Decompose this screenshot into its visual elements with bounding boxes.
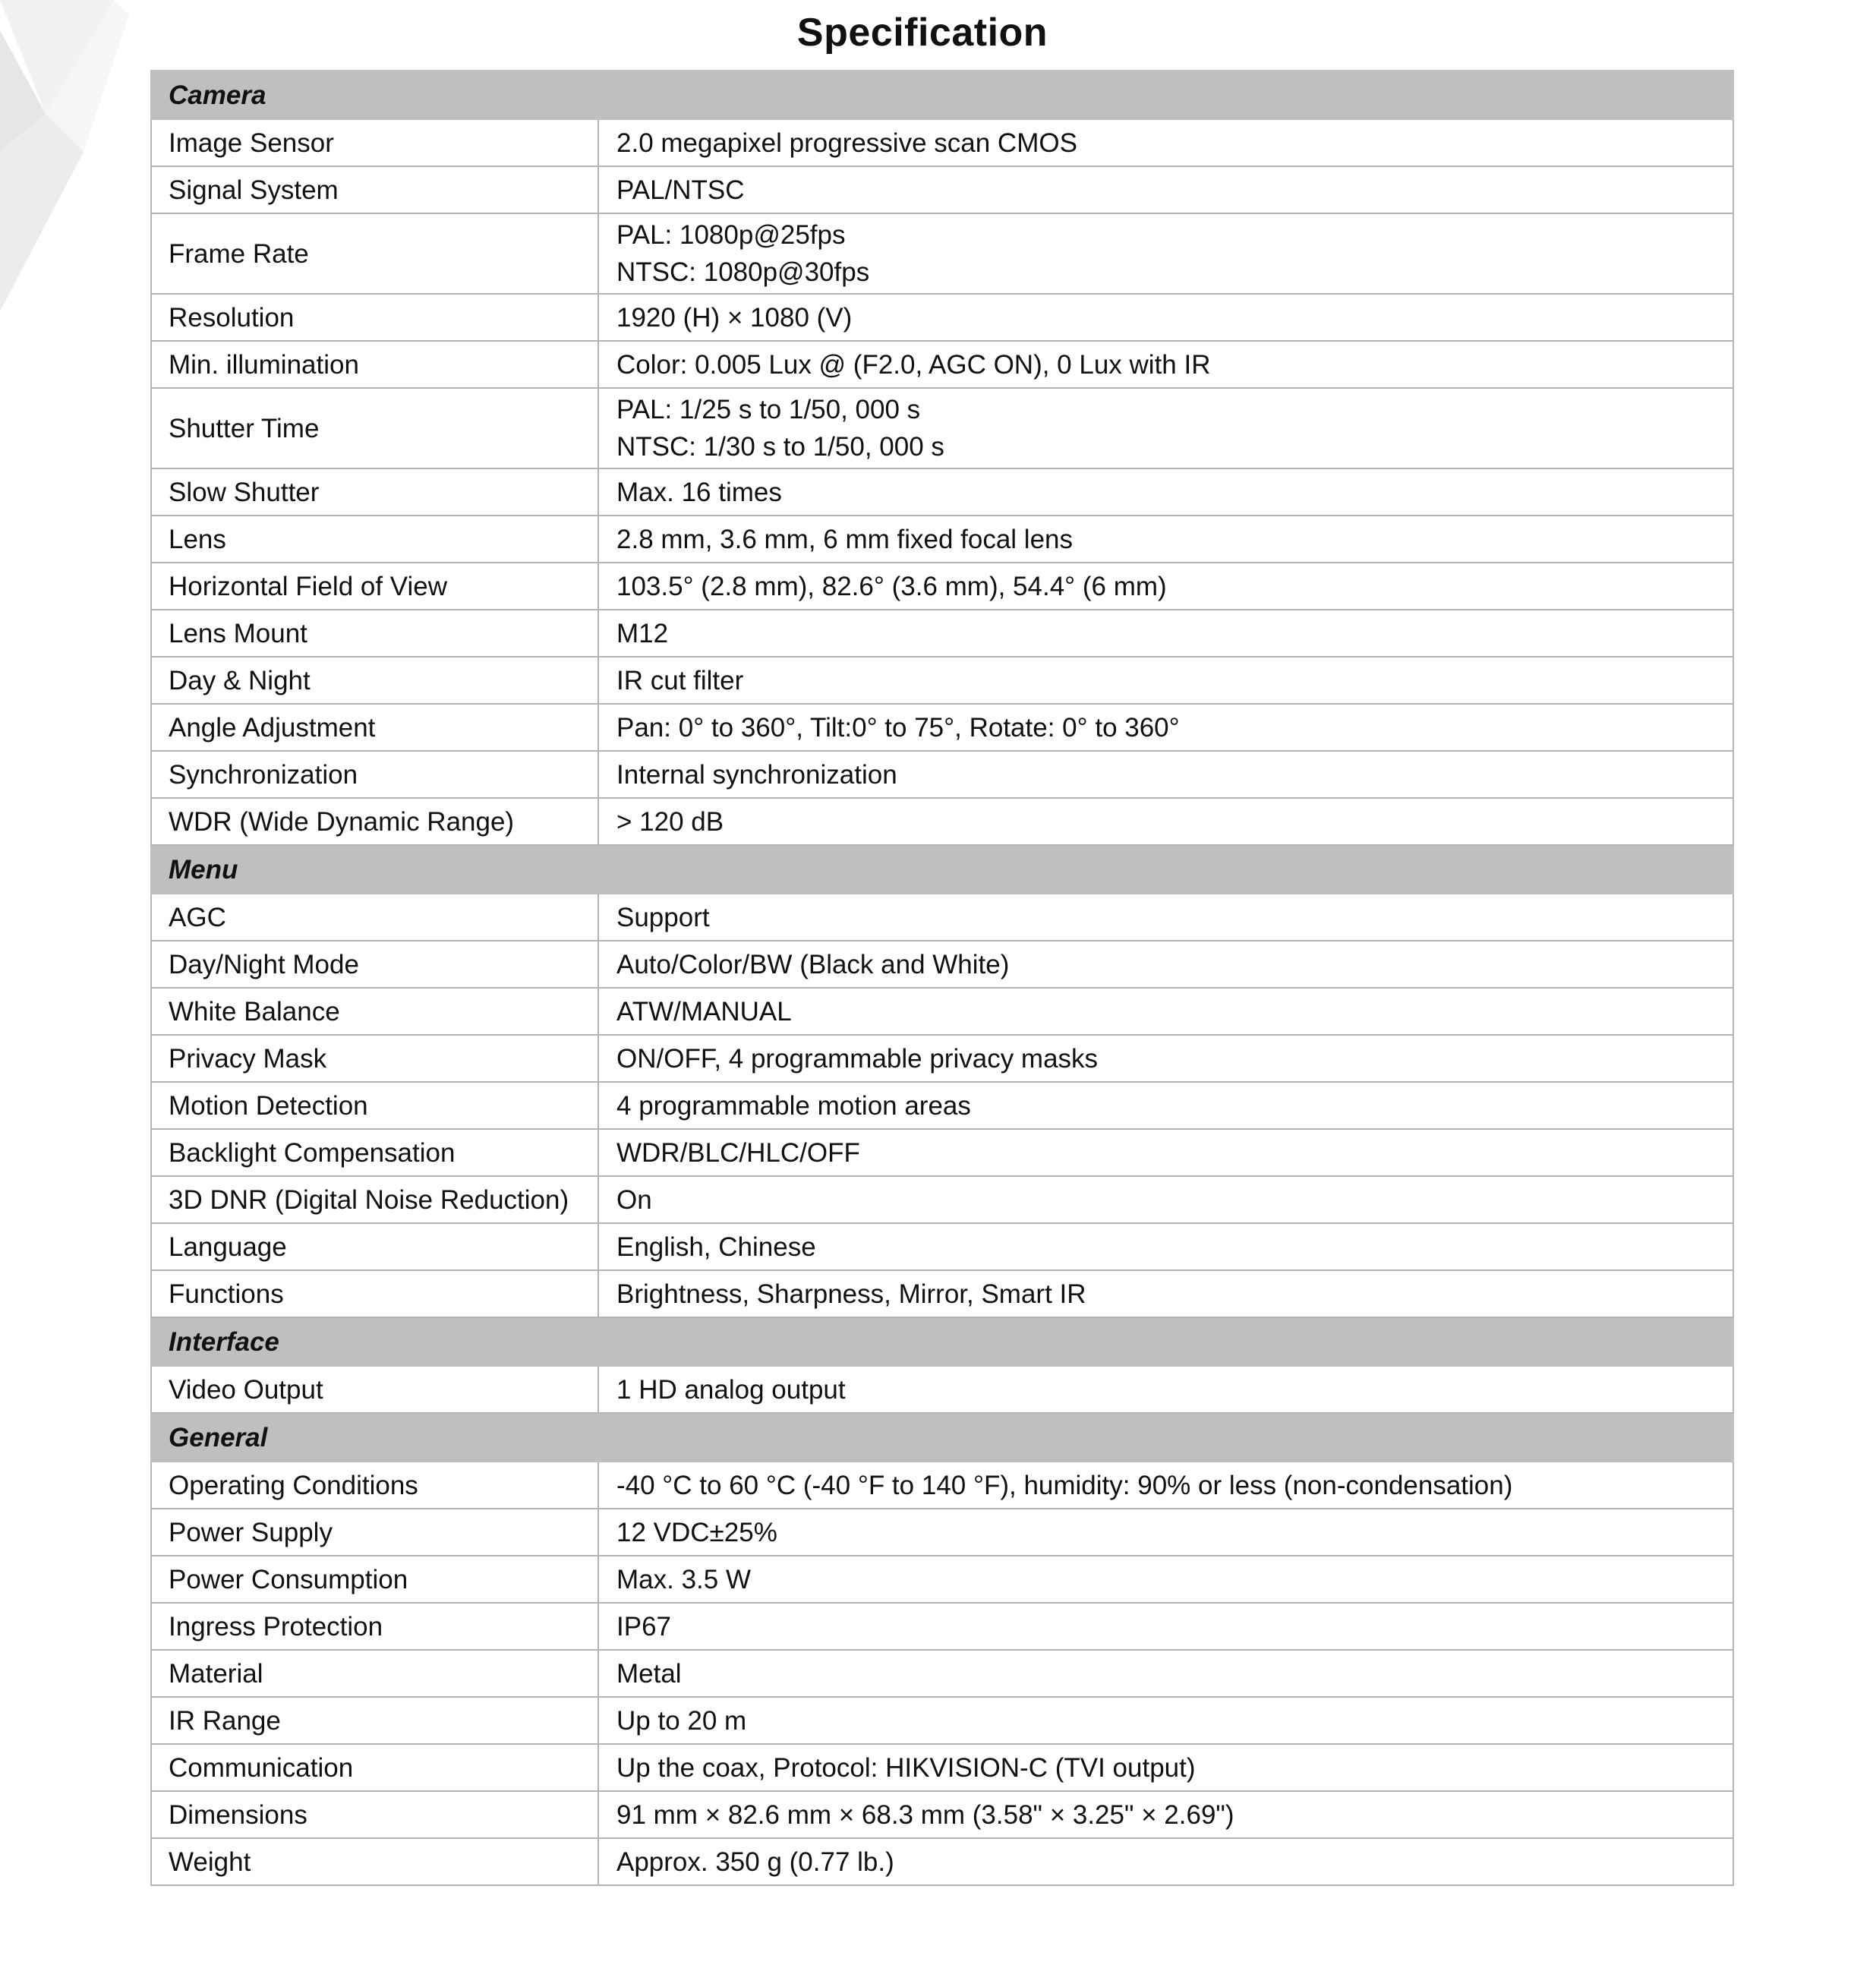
- table-row: [151, 1603, 1733, 1650]
- table-row: [151, 1744, 1733, 1791]
- spec-value: [598, 704, 1733, 751]
- section-title: Camera: [151, 71, 1733, 119]
- spec-value: [598, 166, 1733, 213]
- table-row: [151, 1366, 1733, 1413]
- spec-label: AGC: [151, 894, 598, 941]
- spec-value-line: Metal: [616, 1658, 682, 1689]
- spec-label: Ingress Protection: [151, 1603, 598, 1650]
- spec-value-line: Support: [616, 902, 710, 932]
- spec-label: Frame Rate: [151, 213, 598, 294]
- spec-value-line: ON/OFF, 4 programmable privacy masks: [616, 1043, 1099, 1074]
- spec-value-line: Brightness, Sharpness, Mirror, Smart IR: [616, 1279, 1086, 1309]
- spec-value: [598, 1129, 1733, 1176]
- spec-value-line: Internal synchronization: [616, 759, 897, 790]
- spec-label: Power Supply: [151, 1509, 598, 1556]
- spec-value-line: Pan: 0° to 360°, Tilt:0° to 75°, Rotate: 0° to 360°: [616, 712, 1180, 743]
- spec-label: Resolution: [151, 294, 598, 341]
- spec-value: [598, 1556, 1733, 1603]
- spec-value-line: > 120 dB: [616, 806, 724, 837]
- spec-value-line: Color: 0.005 Lux @ (F2.0, AGC ON), 0 Lux with IR: [616, 349, 1211, 380]
- spec-value: [598, 1035, 1733, 1082]
- page-title: Specification: [796, 11, 1048, 55]
- table-row: [151, 1129, 1733, 1176]
- table-row: [151, 468, 1733, 516]
- spec-label: Min. illumination: [151, 341, 598, 388]
- spec-value: [598, 1270, 1733, 1317]
- spec-value-line: Up to 20 m: [616, 1705, 747, 1736]
- spec-value-line: PAL: 1/25 s to 1/50, 000 s: [616, 395, 921, 424]
- spec-value: [598, 388, 1733, 468]
- spec-label: Dimensions: [151, 1791, 598, 1838]
- spec-label: Material: [151, 1650, 598, 1697]
- spec-label: Day/Night Mode: [151, 941, 598, 988]
- table-row: [151, 1223, 1733, 1270]
- table-row: [151, 1650, 1733, 1697]
- spec-value: [598, 1223, 1733, 1270]
- spec-value: [598, 294, 1733, 341]
- spec-value: [598, 1697, 1733, 1744]
- spec-value: [598, 1603, 1733, 1650]
- spec-label: Backlight Compensation: [151, 1129, 598, 1176]
- spec-label: White Balance: [151, 988, 598, 1035]
- table-row: [151, 657, 1733, 704]
- table-row: [151, 294, 1733, 341]
- table-row: [151, 1509, 1733, 1556]
- spec-value-line: Auto/Color/BW (Black and White): [616, 949, 1010, 979]
- section-header-menu: [151, 845, 1733, 894]
- spec-value-line: Approx. 350 g (0.77 lb.): [616, 1847, 894, 1877]
- spec-value-line: PAL: 1080p@25fps: [616, 220, 846, 250]
- spec-value-line: M12: [616, 618, 669, 648]
- spec-value: [598, 1082, 1733, 1129]
- spec-label: Horizontal Field of View: [151, 563, 598, 610]
- spec-value-line: Max. 16 times: [616, 477, 782, 507]
- spec-value: [598, 1744, 1733, 1791]
- spec-value-line: -40 °C to 60 °C (-40 °F to 140 °F), humidity: 90% or less (non-condensation): [616, 1470, 1513, 1500]
- spec-value: [598, 657, 1733, 704]
- spec-value: [598, 1462, 1733, 1509]
- table-row: [151, 1838, 1733, 1885]
- section-title: General: [151, 1413, 1733, 1462]
- spec-value: [598, 213, 1733, 294]
- table-row: [151, 213, 1733, 294]
- spec-value-line: 12 VDC±25%: [616, 1517, 777, 1547]
- table-row: [151, 941, 1733, 988]
- spec-value-line: NTSC: 1/30 s to 1/50, 000 s: [616, 432, 944, 462]
- spec-label: Shutter Time: [151, 388, 598, 468]
- table-row: [151, 516, 1733, 563]
- spec-value-line: Up the coax, Protocol: HIKVISION-C (TVI output): [616, 1752, 1196, 1783]
- spec-value-line: IP67: [616, 1611, 671, 1642]
- spec-value-line: 1920 (H) × 1080 (V): [616, 302, 853, 333]
- table-row: [151, 610, 1733, 657]
- spec-value-line: PAL/NTSC: [616, 175, 745, 205]
- spec-value: [598, 1650, 1733, 1697]
- section-title: Menu: [151, 845, 1733, 894]
- spec-value: [598, 610, 1733, 657]
- table-row: [151, 166, 1733, 213]
- table-row: [151, 1462, 1733, 1509]
- spec-label: Image Sensor: [151, 119, 598, 166]
- spec-label: Angle Adjustment: [151, 704, 598, 751]
- section-header-general: [151, 1413, 1733, 1462]
- section-header-camera: [151, 71, 1733, 119]
- spec-label: Day & Night: [151, 657, 598, 704]
- spec-value: [598, 468, 1733, 516]
- spec-label: Lens: [151, 516, 598, 563]
- spec-value: [598, 563, 1733, 610]
- table-row: [151, 988, 1733, 1035]
- spec-value: [598, 1509, 1733, 1556]
- spec-label: IR Range: [151, 1697, 598, 1744]
- table-row: [151, 1082, 1733, 1129]
- spec-value: [598, 798, 1733, 845]
- table-row: [151, 388, 1733, 468]
- spec-value-line: 91 mm × 82.6 mm × 68.3 mm (3.58" × 3.25" × 2.69"): [616, 1799, 1234, 1830]
- spec-label: Video Output: [151, 1366, 598, 1413]
- spec-value-line: 103.5° (2.8 mm), 82.6° (3.6 mm), 54.4° (6 mm): [616, 571, 1167, 601]
- spec-label: Privacy Mask: [151, 1035, 598, 1082]
- table-row: [151, 1791, 1733, 1838]
- spec-value-line: 2.8 mm, 3.6 mm, 6 mm fixed focal lens: [616, 524, 1074, 554]
- spec-label: Motion Detection: [151, 1082, 598, 1129]
- table-row: [151, 563, 1733, 610]
- spec-value: [598, 988, 1733, 1035]
- spec-label: Signal System: [151, 166, 598, 213]
- table-row: [151, 1035, 1733, 1082]
- table-row: [151, 704, 1733, 751]
- spec-value-line: IR cut filter: [616, 665, 744, 695]
- spec-value-line: 1 HD analog output: [616, 1374, 846, 1405]
- table-row: [151, 1697, 1733, 1744]
- spec-label: Slow Shutter: [151, 468, 598, 516]
- spec-label: Language: [151, 1223, 598, 1270]
- table-row: [151, 1556, 1733, 1603]
- spec-value: [598, 1791, 1733, 1838]
- spec-label: Functions: [151, 1270, 598, 1317]
- spec-value-line: Max. 3.5 W: [616, 1564, 751, 1594]
- table-row: [151, 751, 1733, 798]
- spec-value: [598, 894, 1733, 941]
- spec-value: [598, 516, 1733, 563]
- spec-value-line: WDR/BLC/HLC/OFF: [616, 1137, 860, 1168]
- section-header-interface: [151, 1317, 1733, 1366]
- spec-label: Synchronization: [151, 751, 598, 798]
- table-row: [151, 341, 1733, 388]
- spec-value: [598, 341, 1733, 388]
- spec-value: [598, 1176, 1733, 1223]
- spec-label: Lens Mount: [151, 610, 598, 657]
- spec-label: 3D DNR (Digital Noise Reduction): [151, 1176, 598, 1223]
- spec-value-line: 4 programmable motion areas: [616, 1090, 971, 1121]
- spec-value: [598, 1838, 1733, 1885]
- table-row: [151, 1270, 1733, 1317]
- spec-value-line: On: [616, 1184, 652, 1215]
- table-row: [151, 894, 1733, 941]
- table-row: [151, 1176, 1733, 1223]
- spec-value: [598, 941, 1733, 988]
- specification-table: [150, 70, 1734, 1886]
- spec-value-line: ATW/MANUAL: [616, 996, 792, 1027]
- spec-label: Power Consumption: [151, 1556, 598, 1603]
- spec-value: [598, 751, 1733, 798]
- spec-value-line: 2.0 megapixel progressive scan CMOS: [616, 128, 1077, 158]
- spec-label: WDR (Wide Dynamic Range): [151, 798, 598, 845]
- spec-value: [598, 1366, 1733, 1413]
- table-row: [151, 119, 1733, 166]
- spec-value-line: NTSC: 1080p@30fps: [616, 257, 870, 287]
- spec-label: Communication: [151, 1744, 598, 1791]
- spec-value-line: English, Chinese: [616, 1232, 816, 1262]
- spec-value: [598, 119, 1733, 166]
- table-row: [151, 798, 1733, 845]
- spec-label: Operating Conditions: [151, 1462, 598, 1509]
- spec-label: Weight: [151, 1838, 598, 1885]
- section-title: Interface: [151, 1317, 1733, 1366]
